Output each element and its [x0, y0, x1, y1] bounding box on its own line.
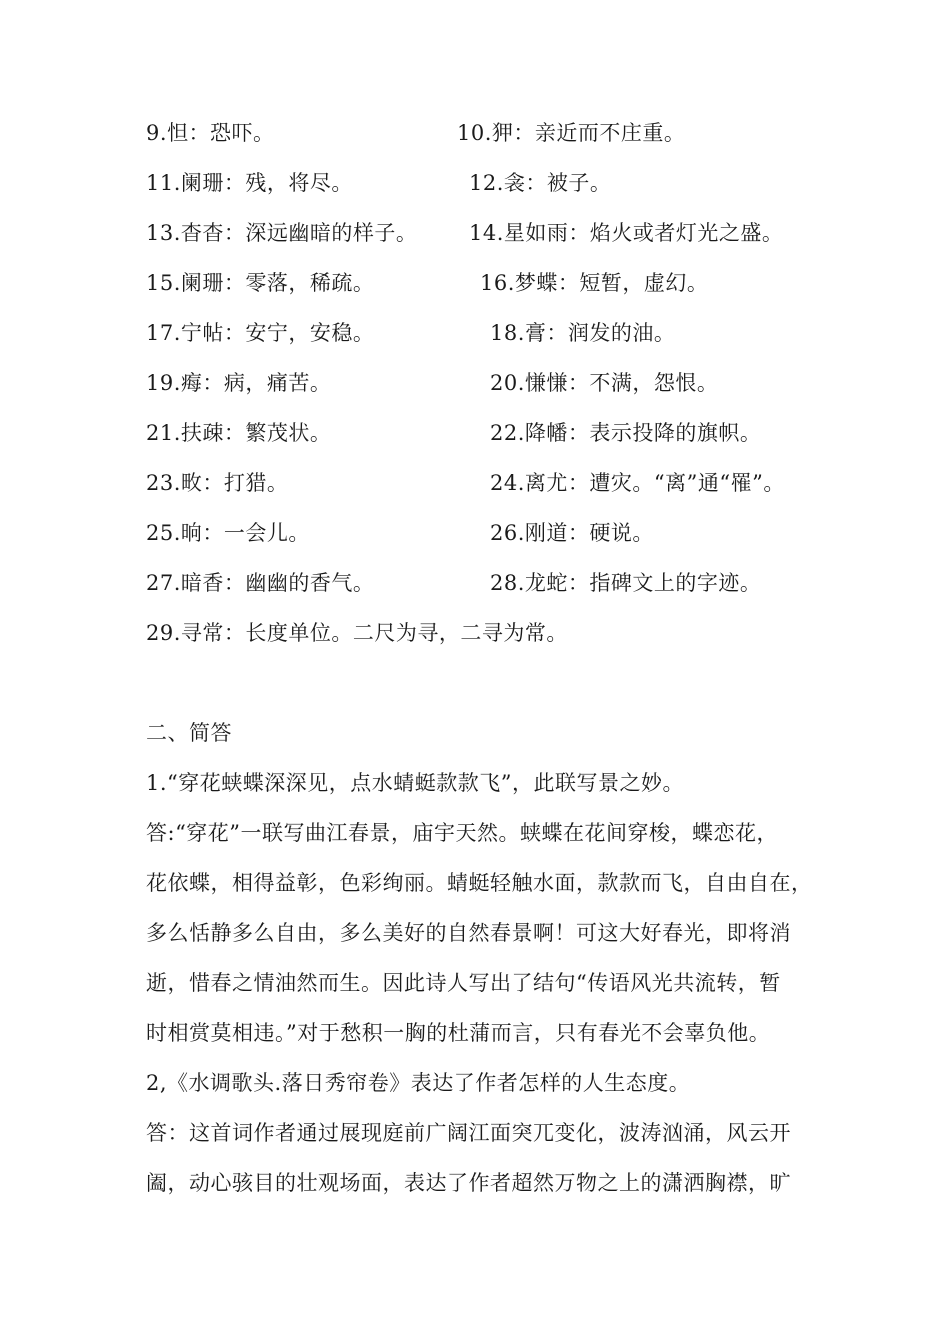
glossary-item-26: 26.刚道：硬说。: [490, 521, 654, 545]
glossary-item-13: 13.杳杳：深远幽暗的样子。: [146, 221, 418, 245]
answer-1-line: 答:“穿花”一联写曲江春景，庙宇天然。蛱蝶在花间穿梭，蝶恋花，: [146, 821, 779, 845]
glossary-item-9: 9.怛：恐吓。: [146, 121, 275, 145]
question-1: 1.“穿花蛱蝶深深见，点水蜻蜓款款飞”，此联写景之妙。: [146, 771, 685, 795]
glossary-item-19: 19.痗：病，痛苦。: [146, 371, 332, 395]
answer-1-line: 逝，惜春之情油然而生。因此诗人写出了结句“传语风光共流转，暂: [146, 971, 781, 995]
answer-1-line: 花依蝶，相得益彰，色彩绚丽。蜻蜓轻触水面，款款而飞，自由自在，: [146, 871, 813, 895]
glossary-item-11: 11.阑珊：残，将尽。: [146, 171, 353, 195]
glossary-item-27: 27.暗香：幽幽的香气。: [146, 571, 375, 595]
section-heading: 二、简答: [146, 721, 232, 745]
answer-1-line: 多么恬静多么自由，多么美好的自然春景啊！可这大好春光，即将消: [146, 921, 791, 945]
glossary-item-18: 18.膏：润发的油。: [490, 321, 676, 345]
answer-2-line: 答：这首词作者通过展现庭前广阔江面突兀变化，波涛汹涌，风云开: [146, 1121, 791, 1145]
glossary-item-22: 22.降幡：表示投降的旗帜。: [490, 421, 762, 445]
glossary-item-12: 12.衾：被子。: [469, 171, 612, 195]
answer-1-line: 时相赏莫相违。”对于愁积一胸的杜蒲而言，只有春光不会辜负他。: [146, 1021, 771, 1045]
glossary-item-21: 21.扶疎：繁茂状。: [146, 421, 332, 445]
glossary-item-24: 24.离尤：遭灾。“离”通“罹”。: [490, 471, 785, 495]
question-2: 2,《水调歌头.落日秀帘卷》表达了作者怎样的人生态度。: [146, 1071, 691, 1095]
glossary-item-17: 17.宁帖：安宁，安稳。: [146, 321, 375, 345]
answer-2-line: 阖，动心骇目的壮观场面，表达了作者超然万物之上的潇洒胸襟，旷: [146, 1171, 791, 1195]
glossary-item-15: 15.阑珊：零落，稀疏。: [146, 271, 375, 295]
glossary-item-10: 10.狎：亲近而不庄重。: [457, 121, 686, 145]
glossary-item-23: 23.畋：打猎。: [146, 471, 289, 495]
glossary-item-25: 25.晌：一会儿。: [146, 521, 310, 545]
glossary-item-14: 14.星如雨：焰火或者灯光之盛。: [469, 221, 784, 245]
glossary-item-29: 29.寻常：长度单位。二尺为寻，二寻为常。: [146, 621, 568, 645]
glossary-item-16: 16.梦蝶：短暂，虚幻。: [480, 271, 709, 295]
glossary-item-20: 20.慊慊：不满，怨恨。: [490, 371, 719, 395]
glossary-item-28: 28.龙蛇：指碑文上的字迹。: [490, 571, 762, 595]
